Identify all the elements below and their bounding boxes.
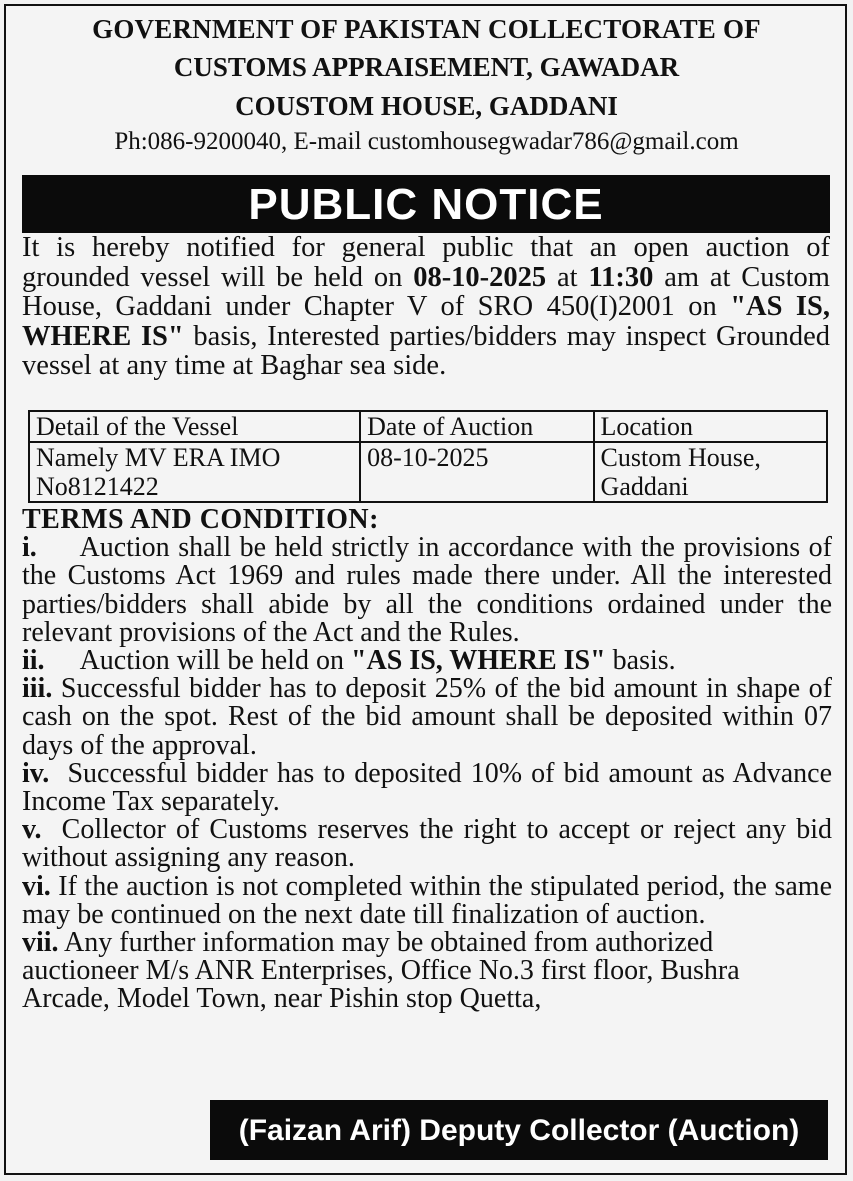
public-notice-banner: PUBLIC NOTICE — [22, 175, 830, 233]
intro-text-4: basis, Interested parties/bidders may inspect Grounded vessel at any time at Baghar sea side. — [22, 320, 830, 381]
auction-basis: "AS IS, WHERE IS" — [22, 291, 831, 352]
table-header-cell: Location — [594, 411, 827, 442]
signature-block: (Faizan Arif) Deputy Collector (Auction) — [210, 1100, 828, 1160]
term-item — [22, 647, 832, 675]
auction-date-cell: 08-10-2025 — [360, 442, 593, 502]
table-header-cell: Detail of the Vessel — [29, 411, 360, 442]
term-text: basis. — [605, 645, 676, 677]
table-header-row — [29, 411, 827, 442]
intro-text-1: It is hereby notified for general public that an open auction of grounded vessel will be held on — [22, 232, 830, 293]
header-line-1: GOVERNMENT OF PAKISTAN COLLECTORATE OF — [92, 14, 761, 44]
term-item — [22, 757, 832, 818]
table-row — [29, 442, 827, 502]
term-bold: "AS IS, WHERE IS" — [350, 645, 606, 677]
vessel-detail-cell: Namely MV ERA IMO No8121422 — [29, 442, 360, 502]
auction-time: 11:30 — [588, 261, 654, 293]
header-line-3: COUSTOM HOUSE, GADDANI — [235, 91, 618, 121]
term-number: iii. — [22, 673, 53, 705]
term-number: vi. — [22, 870, 51, 902]
term-number: ii. — [22, 645, 45, 677]
term-text: Successful bidder has to deposited 10% of bid amount as Advance Income Tax separately. — [22, 757, 832, 818]
intro-text-2: at — [546, 261, 589, 293]
table-header-cell: Date of Auction — [360, 411, 593, 442]
term-item — [22, 675, 832, 760]
term-text: Auction shall be held strictly in accordance with the provisions of the Customs Act 1969 and rules made there under. All the interested parties/bidders shall abide by all the conditions ordained under the relevant provisions of the Act and the Rules. — [22, 532, 832, 648]
vessel-table — [28, 410, 828, 503]
intro-paragraph — [22, 233, 830, 381]
term-number: v. — [22, 814, 42, 846]
term-number: iv. — [22, 757, 50, 789]
term-item — [22, 534, 832, 647]
term-text: If the auction is not completed within the stipulated period, the same may be continued on the next date till finalization of auction. — [22, 870, 833, 930]
term-item — [22, 816, 832, 872]
intro-text-3: am at Custom House, Gaddani under Chapter V of SRO 450(I)2001 on — [22, 261, 830, 322]
terms-section — [22, 506, 832, 1014]
terms-title: TERMS AND CONDITION: — [22, 504, 379, 535]
term-number: vii. — [22, 927, 59, 959]
contact-line: Ph:086-9200040, E-mail customhousegwadar786@gmail.com — [114, 128, 739, 155]
header-line-2: CUSTOMS APPRAISEMENT, GAWADAR — [173, 52, 680, 82]
term-text: Auction will be held on — [79, 645, 351, 677]
location-cell: Custom House, Gaddani — [594, 442, 827, 502]
term-text: Collector of Customs reserves the right to accept or reject any bid without assigning any reason. — [22, 814, 833, 874]
term-text: Successful bidder has to deposit 25% of the bid amount in shape of cash on the spot. Rest of the bid amount shall be deposited within 07 days of the approval. — [22, 673, 832, 761]
term-item — [22, 929, 832, 1014]
term-text: Any further information may be obtained from authorized auctioneer M/s ANR Enterprises, Office No.3 first floor, Bushra Arcade, Model Town, near Pishin stop Quetta, — [22, 927, 740, 1015]
auction-date: 08-10-2025 — [413, 261, 547, 293]
term-item — [22, 870, 833, 930]
term-number: i. — [22, 532, 37, 564]
